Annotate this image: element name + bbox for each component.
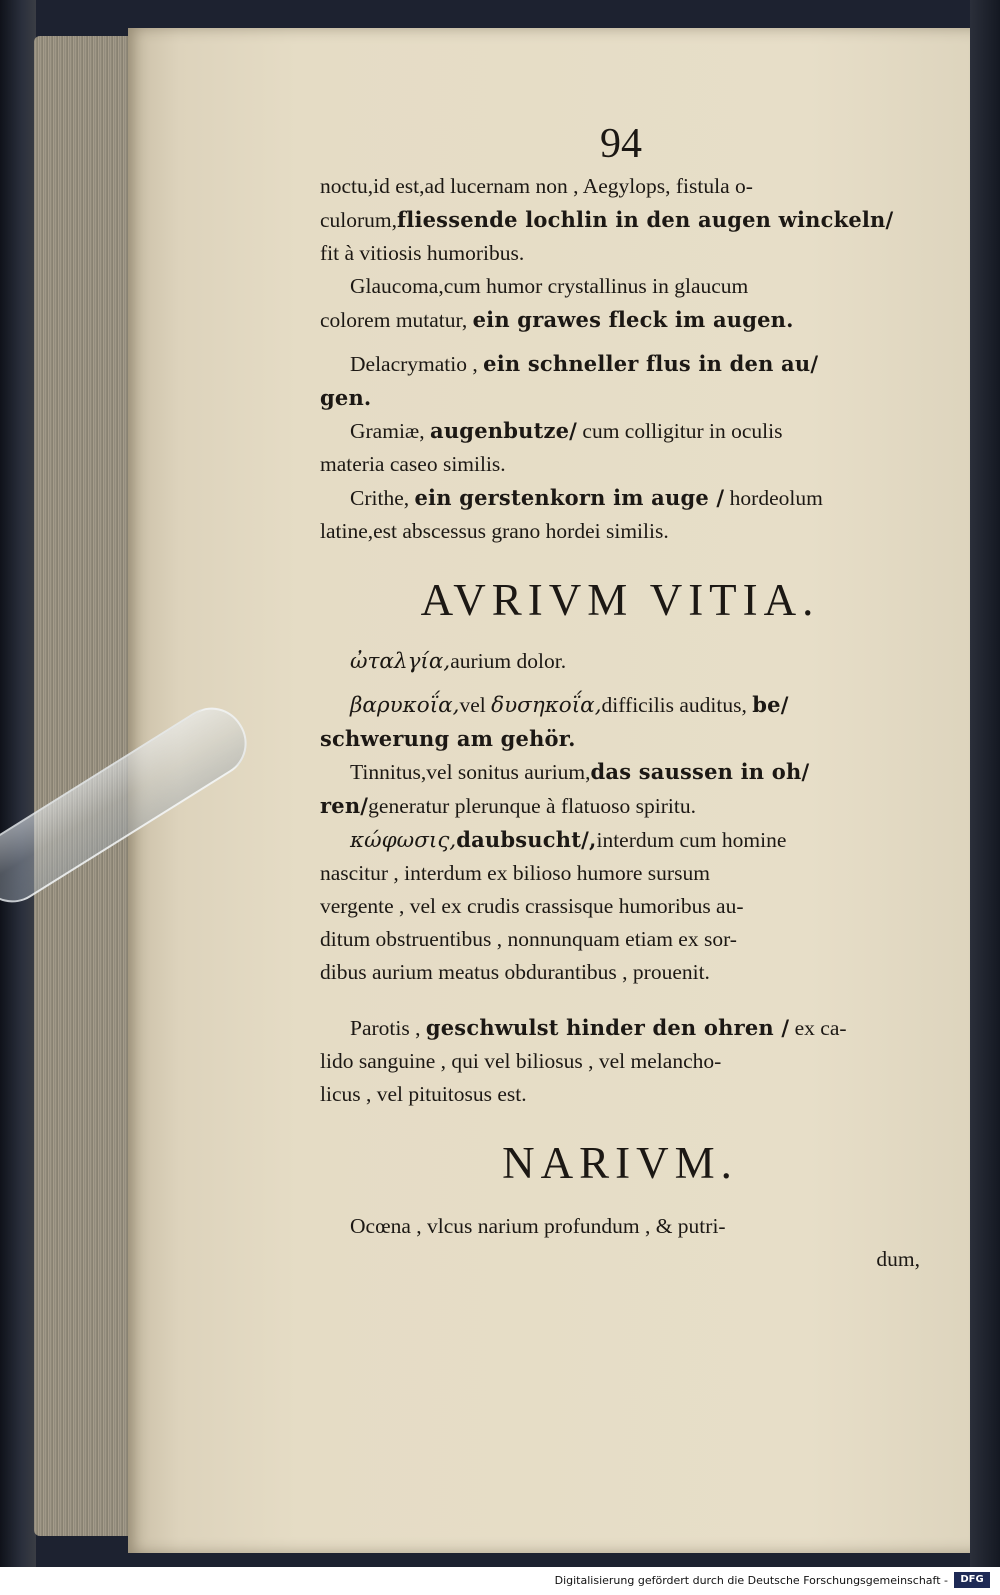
dfg-logo-badge: DFG	[954, 1572, 990, 1588]
text-line	[320, 789, 920, 823]
section-heading-aurium: AVRIVM VITIA.	[420, 575, 820, 625]
text-line: nascitur , interdum ex bilioso humore sursum	[320, 861, 710, 885]
text-line: ditum obstruentibus , nonnunquam etiam ex sor-	[320, 927, 737, 951]
greek-term: δυσηκοΐα,	[491, 693, 602, 718]
page-number: 94	[600, 121, 642, 167]
latin-text: Delacrymatio ,	[350, 352, 478, 376]
latin-text: culorum,	[320, 208, 398, 232]
german-gloss: daubsucht/,	[456, 827, 597, 852]
text-line	[320, 645, 920, 678]
latin-text: generatur plerunque à flatuoso spiritu.	[368, 794, 696, 818]
text-line: fit à vitiosis humoribus.	[320, 241, 525, 265]
text-line	[320, 303, 920, 337]
text-line	[320, 481, 920, 515]
german-gloss: be/	[752, 692, 789, 717]
german-gloss: geschwulst hinder den ohren /	[425, 1015, 790, 1040]
scan-right-border	[970, 0, 1000, 1567]
text-line	[320, 203, 920, 237]
text-line: dibus aurium meatus obdurantibus , prouenit.	[320, 960, 710, 984]
text-line	[320, 1011, 920, 1045]
greek-term: κώφωσις,	[350, 828, 457, 853]
text-line: vergente , vel ex crudis crassisque humoribus au-	[320, 894, 744, 918]
text-line: latine,est abscessus grano hordei similis.	[320, 519, 669, 543]
latin-text: Parotis ,	[350, 1016, 421, 1040]
greek-term: βαρυκοΐα,	[350, 693, 460, 718]
german-gloss: das saussen in oh/	[590, 759, 810, 784]
latin-text: vel	[459, 693, 486, 717]
text-line	[320, 823, 920, 857]
latin-text: Crithe,	[350, 486, 410, 510]
german-gloss: ein gerstenkorn im auge /	[414, 485, 725, 510]
german-gloss: gen.	[320, 385, 372, 410]
catchword: dum,	[876, 1247, 920, 1271]
text-line: licus , vel pituitosus est.	[320, 1082, 527, 1106]
text-line	[320, 755, 920, 789]
text-line: lido sanguine , qui vel biliosus , vel melancho-	[320, 1049, 722, 1073]
text-line	[320, 688, 920, 722]
latin-text: cum colligitur in oculis	[582, 419, 783, 443]
latin-text: colorem mutatur,	[320, 308, 468, 332]
latin-text: Gramiæ,	[350, 419, 425, 443]
digitization-footer	[0, 1567, 1000, 1595]
latin-text: interdum cum homine	[596, 828, 787, 852]
german-gloss: fliessende lochlin in den augen winckeln/	[397, 207, 894, 232]
german-gloss: augenbutze/	[430, 418, 578, 443]
german-gloss: schwerung am gehör.	[320, 726, 576, 751]
german-gloss: ein schneller flus in den au/	[483, 351, 819, 376]
page-text	[320, 170, 920, 1276]
latin-text: hordeolum	[729, 486, 823, 510]
german-gloss: ein grawes fleck im augen.	[472, 307, 794, 332]
text-line: Ocœna , vlcus narium profundum , & putri-	[350, 1214, 726, 1238]
book-cover-edge	[0, 0, 36, 1567]
german-gloss: ren/	[320, 793, 369, 818]
greek-term: ὠταλγία,	[350, 649, 451, 674]
latin-text: aurium dolor.	[450, 649, 567, 673]
text-line: noctu,id est,ad lucernam non , Aegylops, fistula o-	[320, 174, 753, 198]
section-heading-narium: NARIVM.	[502, 1138, 738, 1188]
latin-text: ex ca-	[794, 1016, 847, 1040]
latin-text: difficilis auditus,	[601, 693, 747, 717]
latin-text: Tinnitus,vel sonitus aurium,	[350, 760, 591, 784]
text-line	[320, 347, 920, 381]
text-line: materia caseo similis.	[320, 452, 506, 476]
text-line: Glaucoma,cum humor crystallinus in glaucum	[350, 274, 749, 298]
footer-credit: Digitalisierung gefördert durch die Deutsche Forschungsgemeinschaft -	[554, 1574, 948, 1587]
text-line	[320, 414, 920, 448]
